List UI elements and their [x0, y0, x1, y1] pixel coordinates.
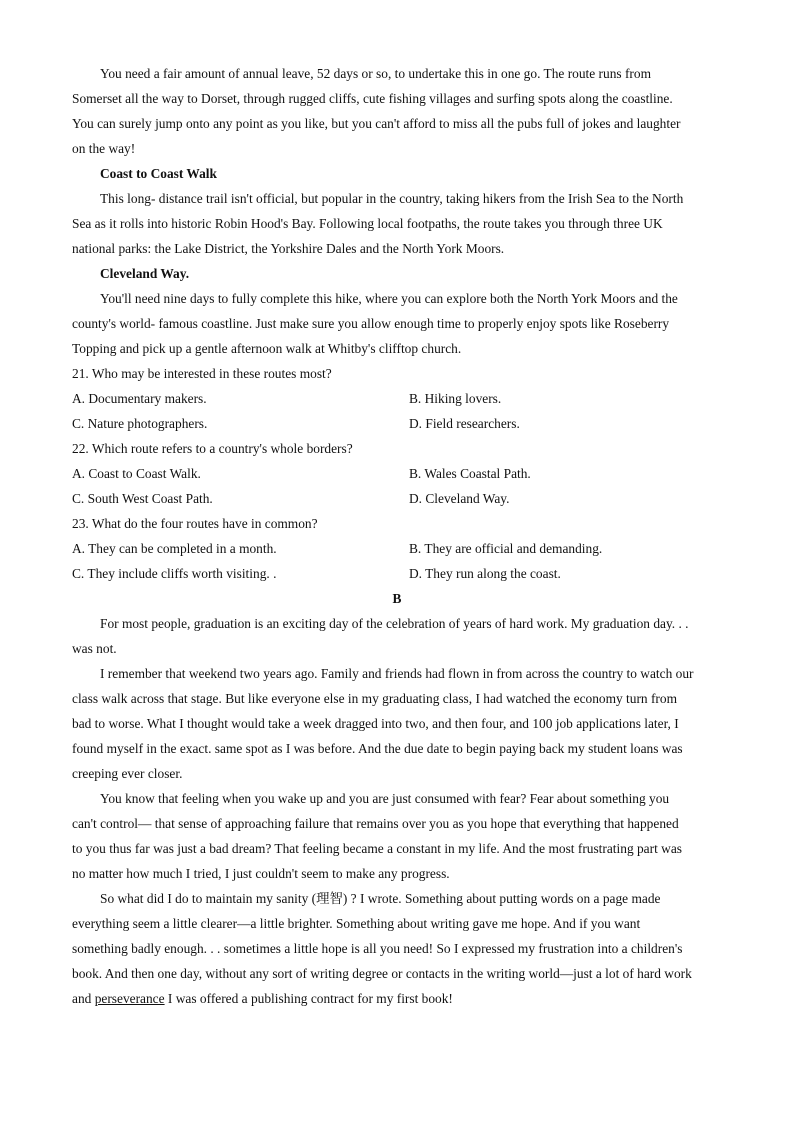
cleveland-line-2: county's world- famous coastline. Just make sure you allow enough time to properly enjoy spots like Roseberry — [72, 316, 670, 331]
coast-to-coast-line-1: This long- distance trail isn't official, but popular in the country, taking hikers from the Irish Sea to the North — [100, 191, 684, 206]
question-21-option-b: B. Hiking lovers. — [409, 391, 502, 406]
section-b-p3-line-2: can't control— that sense of approaching failure that remains over you as you hope that everything that happened — [72, 816, 679, 831]
question-23-option-c: C. They include cliffs worth visiting. . — [72, 566, 277, 581]
section-b-p2-line-1: I remember that weekend two years ago. Family and friends had flown in from across the country to watch our — [100, 666, 694, 681]
section-b-p3-line-1: You know that feeling when you wake up and you are just consumed with fear? Fear about something you — [100, 791, 670, 806]
question-22-option-b: B. Wales Coastal Path. — [409, 466, 531, 481]
cleveland-line-1: You'll need nine days to fully complete this hike, where you can explore both the North York Moors and the — [100, 291, 678, 306]
section-b-p4-last-pre: and — [72, 991, 95, 1006]
question-23-option-d: D. They run along the coast. — [409, 566, 561, 581]
coast-to-coast-line-3: national parks: the Lake District, the Yorkshire Dales and the North York Moors. — [72, 241, 505, 256]
coast-to-coast-line-2: Sea as it rolls into historic Robin Hood's Bay. Following local footpaths, the route takes you through three UK — [72, 216, 663, 231]
question-23-stem: 23. What do the four routes have in common? — [72, 516, 318, 531]
question-22-option-d: D. Cleveland Way. — [409, 491, 510, 506]
question-21-option-a: A. Documentary makers. — [72, 391, 207, 406]
section-b-p1-line-1: For most people, graduation is an exciting day of the celebration of years of hard work. My graduation day. . . — [100, 616, 689, 631]
question-22-option-a: A. Coast to Coast Walk. — [72, 466, 201, 481]
section-b-p2-line-5: creeping ever closer. — [72, 766, 183, 781]
section-b-p3-line-3: to you thus far was just a bad dream? That feeling became a constant in my life. And the most frustrating part was — [72, 841, 682, 856]
perseverance-underlined-word: perseverance — [94, 991, 165, 1006]
passage-a-line-3: You can surely jump onto any point as you like, but you can't afford to miss all the pubs full of jokes and laughter — [72, 116, 681, 131]
section-b-p1-line-2: was not. — [72, 641, 117, 656]
passage-a-line-1: You need a fair amount of annual leave, 52 days or so, to undertake this in one go. The route runs from — [100, 66, 651, 81]
section-b-p4-line-3: something badly enough. . . sometimes a little hope is all you need! So I expressed my frustration into a children's — [72, 941, 683, 956]
cleveland-heading: Cleveland Way. — [100, 266, 190, 281]
passage-a-line-4: on the way! — [72, 141, 136, 156]
cleveland-line-3: Topping and pick up a gentle afternoon walk at Whitby's clifftop church. — [72, 341, 462, 356]
section-b-title: B — [392, 591, 402, 606]
section-b-p2-line-3: bad to worse. What I thought would take a week dragged into two, and then four, and 100 job applications later, I — [72, 716, 679, 731]
question-22-option-c: C. South West Coast Path. — [72, 491, 213, 506]
section-b-p4-line-1: So what did I do to maintain my sanity (理智) ? I wrote. Something about putting words on a page made — [100, 891, 661, 906]
section-b-p3-line-4: no matter how much I tried, I just couldn't seem to make any progress. — [72, 866, 450, 881]
section-b-p4-line-2: everything seem a little clearer—a little brighter. Something about writing gave me hope. And if you want — [72, 916, 641, 931]
section-b-p2-line-4: found myself in the exact. same spot as I was before. And the due date to begin paying back my student loans was — [72, 741, 683, 756]
section-b-p4-last-post: I was offered a publishing contract for my first book! — [164, 991, 453, 1006]
question-21-stem: 21. Who may be interested in these routes most? — [72, 366, 332, 381]
question-22-stem: 22. Which route refers to a country's whole borders? — [72, 441, 353, 456]
section-b-p2-line-2: class walk across that stage. But like everyone else in my graduating class, I had watched the economy turn from — [72, 691, 677, 706]
passage-a-line-2: Somerset all the way to Dorset, through rugged cliffs, cute fishing villages and surfing spots along the coastline. — [72, 91, 673, 106]
question-23-option-a: A. They can be completed in a month. — [72, 541, 277, 556]
coast-to-coast-heading: Coast to Coast Walk — [100, 166, 217, 181]
question-21-option-c: C. Nature photographers. — [72, 416, 208, 431]
section-b-p4-line-5 — [72, 991, 453, 1007]
section-b-p4-line-4: book. And then one day, without any sort of writing degree or contacts in the writing world—just a lot of hard work — [72, 966, 692, 981]
question-21-option-d: D. Field researchers. — [409, 416, 520, 431]
question-23-option-b: B. They are official and demanding. — [409, 541, 603, 556]
